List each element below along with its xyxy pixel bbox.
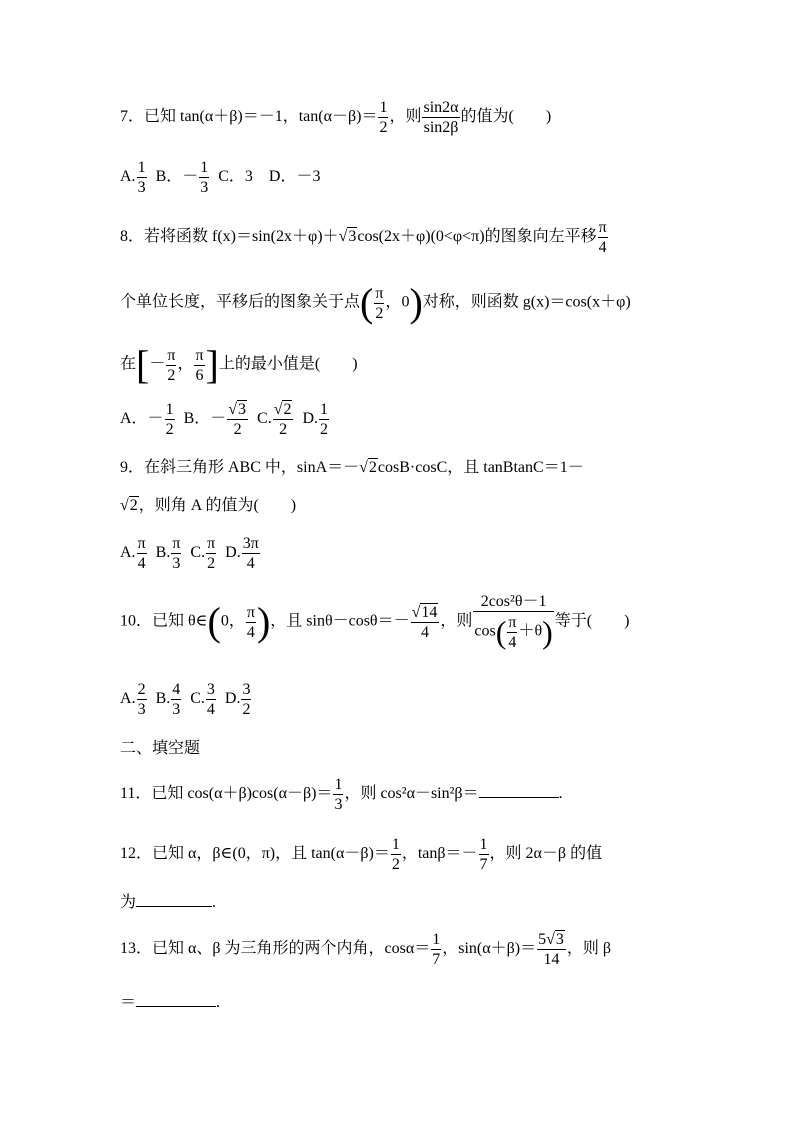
q8-line3: 在[－ $\frac{\pi}{2}$ ， $\frac{\pi}{6}$ ]上的最小值是( ) [120, 342, 358, 387]
q13-text-c: ，则 β [566, 940, 612, 958]
q7-stem [120, 98, 551, 137]
section-title: 二、填空题 [120, 738, 201, 757]
q10-expr-frac: 2cos²θ－1 cos( $\frac{\pi}{4}$ ＋θ) [474, 593, 553, 651]
q9-opt-a-frac: $\frac{\pi}{4}$ [137, 535, 146, 572]
q10-interval-zero: 0， [220, 612, 245, 630]
q8-interval-right: $\frac{\pi}{6}$ [195, 346, 204, 384]
q9-line2 [120, 496, 296, 516]
q10-interval-frac: $\frac{\pi}{4}$ [246, 603, 255, 641]
q12-end: . [212, 894, 217, 911]
section-heading-fill-in [120, 738, 200, 758]
q8-text-1b: cos(2x＋φ)(0<φ<π)的图象向左平移 [357, 228, 597, 246]
q11-frac: $\frac{1}{3}$ [334, 776, 343, 813]
q8-point-zero: 0 [401, 293, 410, 311]
q12-text-b: ，tanβ＝－ [401, 845, 478, 863]
q8-line2: 个单位长度，平移后的图象关于点( $\frac{\pi}{2}$ ，0)对称，则函数 g(x)＝cos(x＋φ) [120, 280, 631, 325]
q8-shift-frac: $\frac{\pi}{4}$ [598, 219, 607, 256]
q10-text-b: ，且 sinθ－cosθ＝－ [270, 612, 410, 630]
q7-text-a: 7．已知 tan(α＋β)＝－1，tan(α－β)＝ [120, 108, 378, 126]
q11-stem [120, 775, 563, 814]
q13-text-b: ，sin(α＋β)＝ [442, 940, 537, 958]
q10-opt-c-frac: $\frac{3}{4}$ [206, 681, 215, 718]
q11-answer-blank[interactable] [479, 797, 559, 798]
q13-line2 [120, 993, 220, 1013]
q8-opt-a-label: A．－ [120, 410, 164, 428]
q12-frac-1: $\frac{1}{2}$ [391, 836, 400, 873]
q12-answer-blank[interactable] [136, 906, 212, 907]
q8-opt-d-frac: $\frac{1}{2}$ [320, 401, 329, 438]
q9-options [120, 534, 261, 573]
q8-opt-c-label: C. [257, 410, 272, 428]
q10-opt-a-frac: $\frac{2}{3}$ [137, 681, 146, 718]
q9-line1 [120, 458, 584, 478]
q8-opt-b-frac: $\frac{√3}{2}$ [228, 401, 247, 438]
q13-line1 [120, 930, 611, 969]
q10-opt-d-frac: $\frac{3}{2}$ [242, 681, 251, 718]
q10-opt-b-label: B. [155, 690, 171, 708]
q9-opt-a-label: A. [120, 544, 136, 562]
q8-text-3a: 在 [120, 355, 137, 373]
q10-options [120, 680, 252, 719]
q7-opt-cd: C．3 D．－3 [218, 168, 321, 186]
q7-frac-ratio: $\frac{\sin 2\alpha}{\sin 2\beta}$ [423, 99, 459, 136]
q9-opt-c-frac: $\frac{\pi}{2}$ [207, 535, 216, 572]
q10-stem: 10．已知 θ∈(0， $\frac{\pi}{4}$ )，且 sinθ－cosθ＝－ $\frac{√14}{4}$ ，则 2cos²θ－1 cos( $\frac{\pi}{4}$ ＋θ) 等于( ) [120, 593, 630, 651]
q12-frac-2: $\frac{1}{7}$ [479, 836, 488, 873]
q12-text-c: ，则 2α－β 的值 [489, 845, 603, 863]
q12-text-2: 为 [120, 894, 137, 911]
q10-text-c: ，则 [440, 612, 473, 630]
q9-sqrt2-b: √2 [120, 497, 138, 514]
q11-text-b: ，则 cos²α－sin²β＝ [344, 785, 479, 803]
q10-opt-c-label: C. [190, 690, 205, 708]
q7-frac-half: $\frac{1}{2}$ [379, 99, 388, 136]
q13-end: . [216, 994, 221, 1011]
q7-text-b: ，则 [389, 108, 422, 126]
q10-text-a: 10．已知 θ∈ [120, 612, 208, 630]
q7-opt-a-label: A. [120, 168, 136, 186]
q8-sqrt3: √3 [338, 228, 357, 246]
q7-opt-b-frac: $\frac{1}{3}$ [200, 159, 209, 196]
q8-opt-b-label: B．－ [183, 410, 227, 428]
q8-interval-left: $\frac{\pi}{2}$ [167, 346, 176, 384]
q9-opt-d-label: D. [225, 544, 241, 562]
q13-text-2: ＝ [120, 994, 137, 1011]
q9-opt-d-frac: $\frac{3\pi}{4}$ [242, 535, 259, 572]
q9-sqrt2-a: √2 [359, 459, 377, 476]
q9-text-2b: ，则角 A 的值为( ) [138, 497, 297, 514]
q9-opt-c-label: C. [190, 544, 206, 562]
q9-text-1b: cosB·cosC，且 tanBtanC＝1－ [377, 459, 584, 476]
q12-text-a: 12．已知 α，β∈(0，π)，且 tan(α－β)＝ [120, 845, 390, 863]
q8-opt-d-label: D. [302, 410, 319, 428]
q8-opt-a-frac: $\frac{1}{2}$ [165, 401, 174, 438]
q9-opt-b-label: B. [155, 544, 171, 562]
q8-options [120, 400, 330, 439]
q8-text-2a: 个单位长度，平移后的图象关于点 [120, 293, 361, 311]
q9-opt-b-frac: $\frac{\pi}{3}$ [172, 535, 181, 572]
q8-opt-c-frac: $\frac{√2}{2}$ [273, 401, 292, 438]
q8-text-1a: 8．若将函数 f(x)＝sin(2x＋φ)＋ [120, 228, 339, 246]
q9-text-1a: 9．在斜三角形 ABC 中，sinA＝－ [120, 459, 360, 476]
q11-text-a: 11．已知 cos(α＋β)cos(α－β)＝ [120, 785, 333, 803]
q7-opt-a-frac: $\frac{1}{3}$ [137, 159, 146, 196]
q12-line2 [120, 893, 216, 913]
q7-text-c: 的值为( ) [460, 108, 552, 126]
q13-answer-blank[interactable] [136, 1006, 216, 1007]
q10-rhs-frac: $\frac{√14}{4}$ [411, 603, 438, 641]
q10-opt-d-label: D. [224, 690, 241, 708]
q13-text-a: 13．已知 α、β 为三角形的两个内角，cosα＝ [120, 940, 431, 958]
q12-line1 [120, 835, 602, 874]
q8-text-3b: 上的最小值是( ) [218, 355, 358, 373]
q13-frac-1: $\frac{1}{7}$ [432, 931, 441, 968]
q7-opt-b-label: B．－ [155, 168, 199, 186]
q11-end: . [558, 785, 563, 803]
q8-point-frac: $\frac{\pi}{2}$ [375, 284, 384, 322]
q10-text-d: 等于( ) [554, 612, 630, 630]
q7-options [120, 158, 320, 197]
q8-line1 [120, 218, 609, 257]
q8-text-2b: 对称，则函数 g(x)＝cos(x＋φ) [422, 293, 631, 311]
q10-opt-a-label: A. [120, 690, 136, 708]
q13-frac-2: $\frac{5√3}{14}$ [538, 931, 564, 968]
q10-opt-b-frac: $\frac{4}{3}$ [172, 681, 181, 718]
